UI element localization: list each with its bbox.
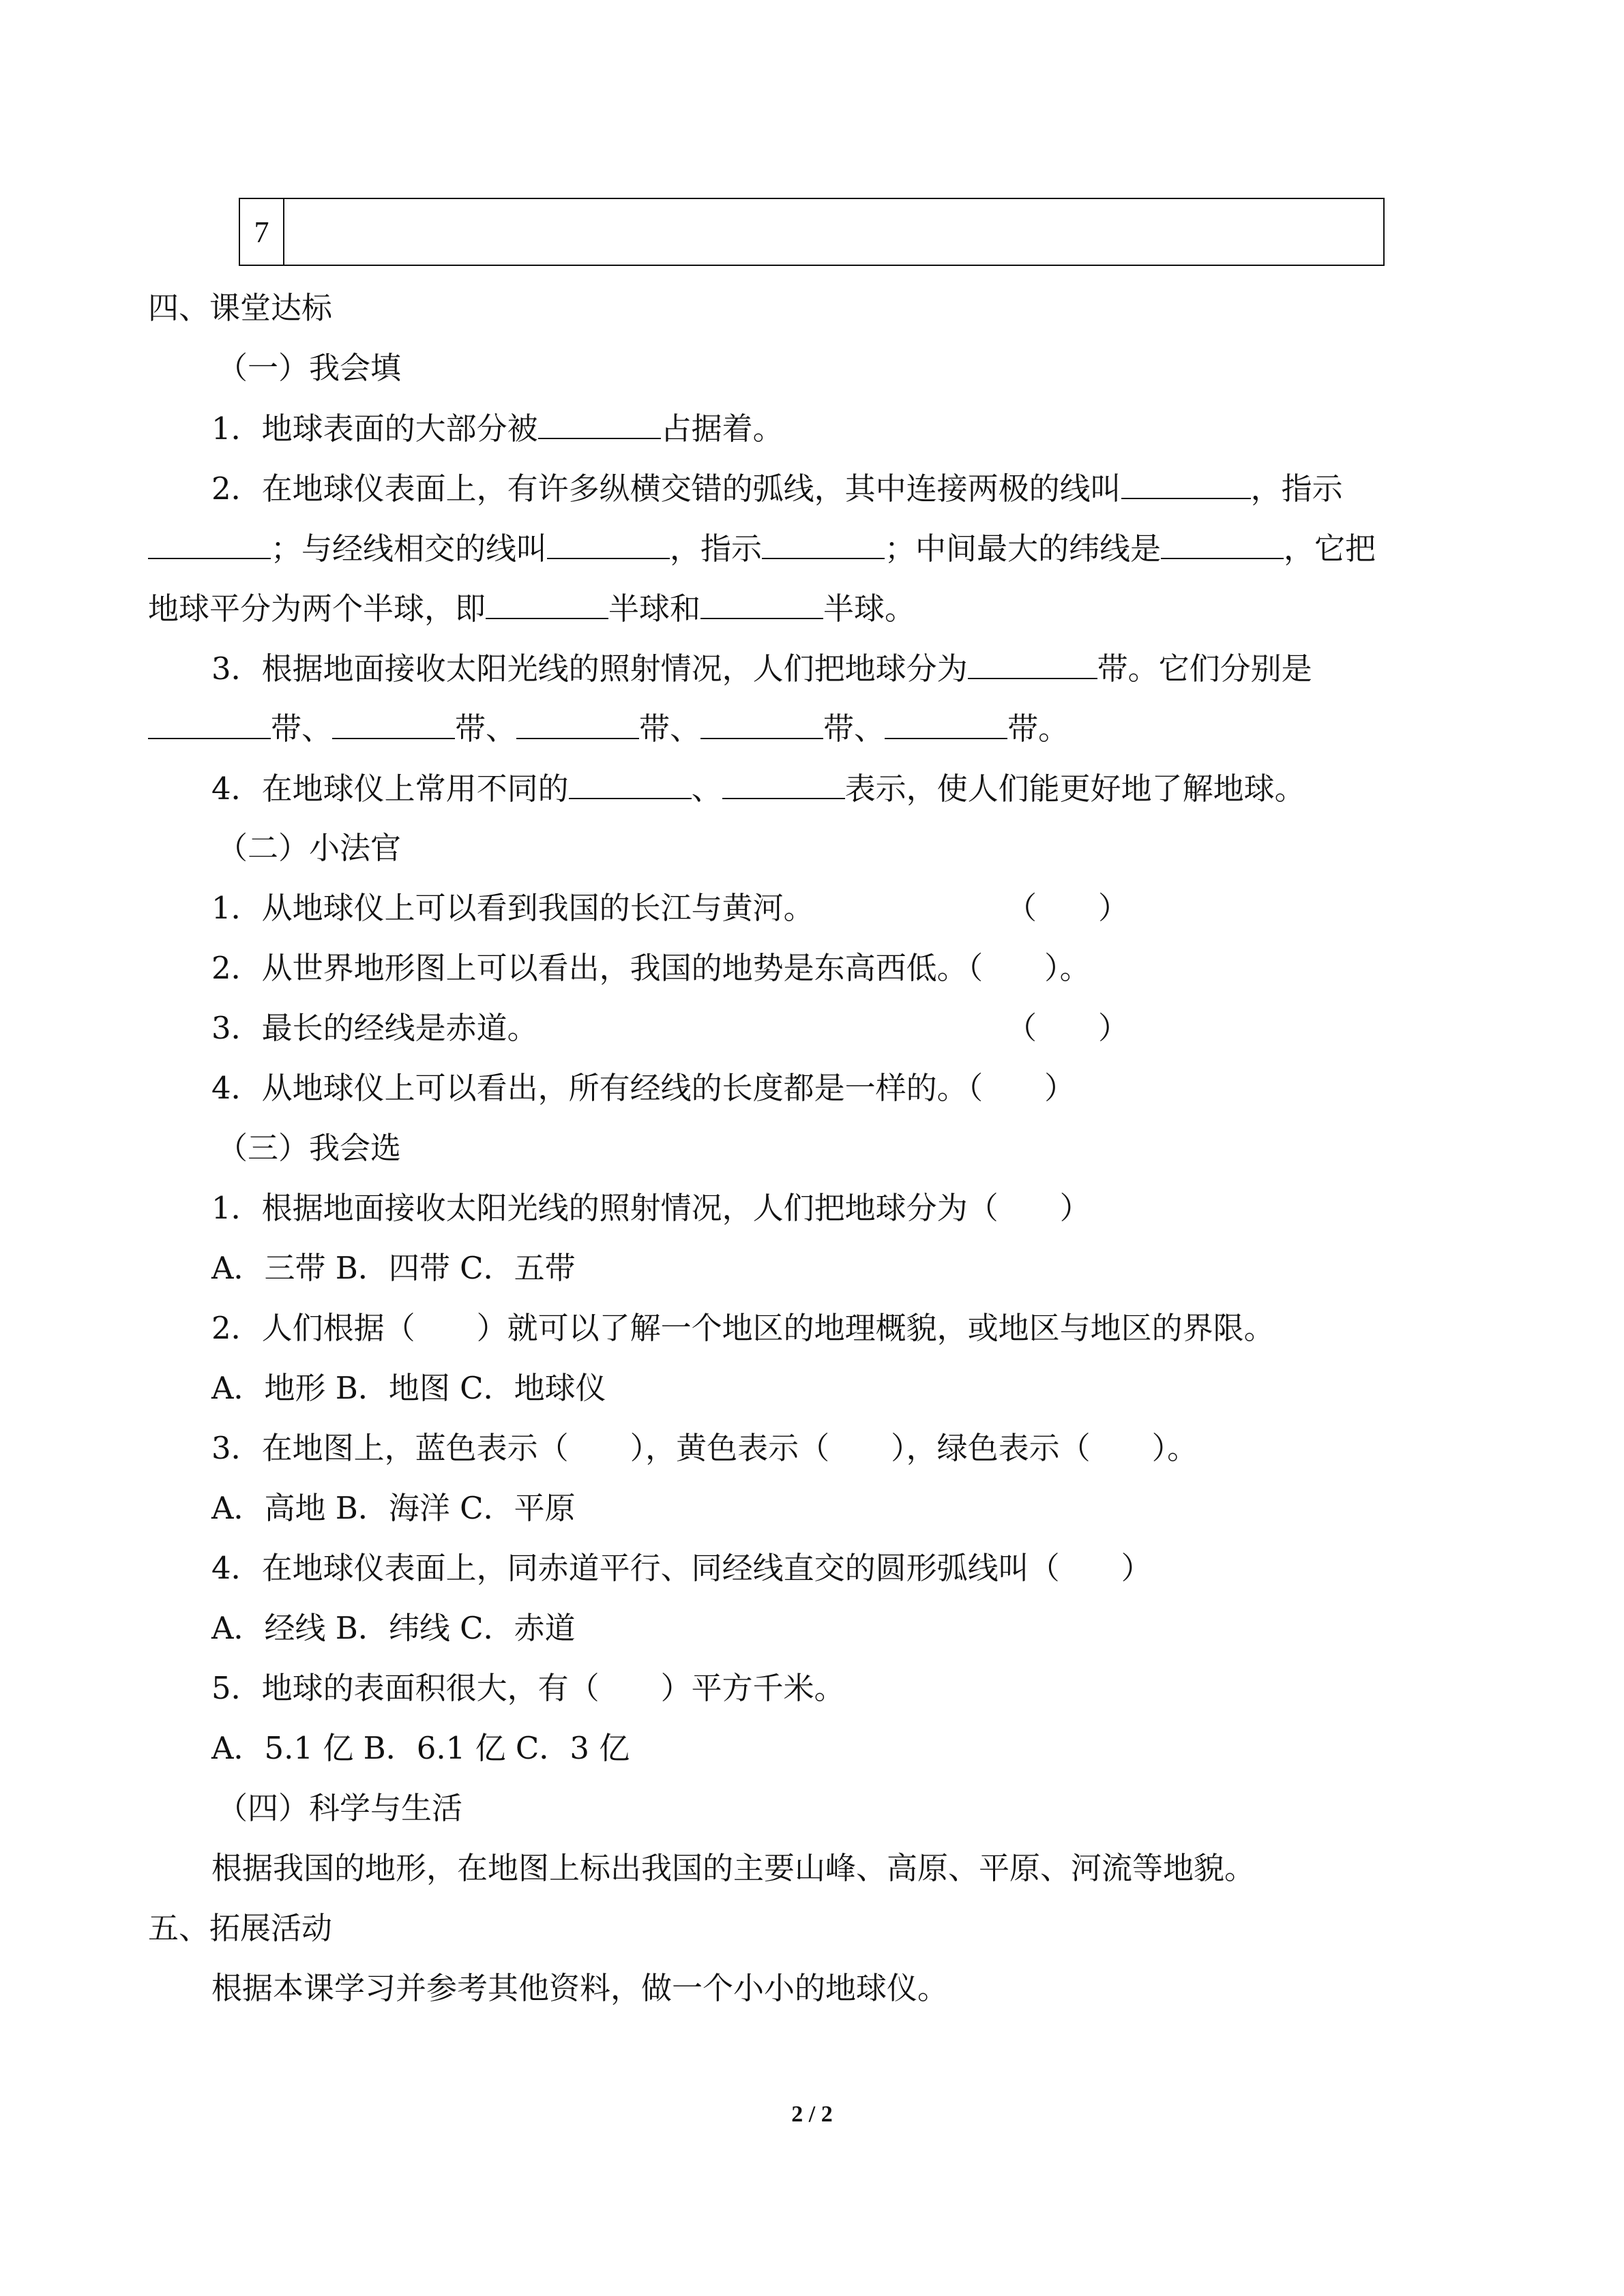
section-heading: 四、课堂达标 <box>148 290 333 326</box>
blank-line <box>700 708 823 739</box>
question-text: 4．在地球仪表面上，同赤道平行、同经线直交的圆形弧线叫（ ） <box>211 1550 1152 1586</box>
question-text: 2．人们根据（ ）就可以了解一个地区的地理概貌，或地区与地区的界限。 <box>211 1310 1275 1346</box>
question-text: 4．从地球仪上可以看出，所有经线的长度都是一样的。（ ） <box>211 1070 1076 1106</box>
paragraph-text: 根据我国的地形，在地图上标出我国的主要山峰、高原、平原、河流等地貌。 <box>211 1850 1256 1886</box>
blank-line <box>516 708 639 739</box>
blank-line <box>486 588 608 619</box>
blank-line <box>569 768 692 799</box>
subsection-heading: （四）科学与生活 <box>217 1790 463 1826</box>
answer-paren: （ ） <box>1006 890 1130 926</box>
subsection-heading: （一）我会填 <box>217 350 402 386</box>
answer-options: A．高地 B．海洋 C．平原 <box>211 1490 576 1526</box>
question-text: 5．地球的表面积很大，有（ ）平方千米。 <box>211 1670 845 1706</box>
blank-line <box>538 408 661 439</box>
blank-line <box>700 588 823 619</box>
question-text: 3．在地图上，蓝色表示（ ），黄色表示（ ），绿色表示（ ）。 <box>211 1430 1198 1466</box>
question-text: 1．地球表面的大部分被 占据着。 <box>211 408 784 449</box>
blank-line <box>885 708 1007 739</box>
blank-line <box>332 708 455 739</box>
question-text: 2．在地球仪表面上，有许多纵横交错的弧线，其中连接两极的线叫 ，指示 <box>211 468 1343 509</box>
question-text: 3．最长的经线是赤道。 <box>211 1010 538 1046</box>
question-text: 1．从地球仪上可以看到我国的长江与黄河。 <box>211 890 814 926</box>
blank-line <box>968 648 1097 679</box>
table-row <box>239 198 1385 266</box>
answer-options: A．5.1 亿 B．6.1 亿 C．3 亿 <box>211 1730 630 1766</box>
subsection-heading: （二）小法官 <box>217 830 402 866</box>
answer-paren: （ ） <box>1006 1010 1130 1046</box>
section-heading: 五、拓展活动 <box>148 1910 333 1946</box>
blank-line <box>1121 468 1251 499</box>
question-text: ；与经线相交的线叫 ，指示 ；中间最大的纬线是 ，它把 <box>148 528 1376 569</box>
blank-line <box>762 528 885 559</box>
blank-line <box>148 708 271 739</box>
blank-line <box>547 528 670 559</box>
page-number: 2 / 2 <box>791 2102 833 2127</box>
question-text: 1．根据地面接收太阳光线的照射情况，人们把地球分为（ ） <box>211 1190 1091 1226</box>
question-text: 带、 带、 带、 带、 带。 <box>148 708 1069 749</box>
blank-line <box>148 528 271 559</box>
paragraph-text: 根据本课学习并参考其他资料，做一个小小的地球仪。 <box>211 1970 949 2006</box>
question-text: 地球平分为两个半球，即 半球和 半球。 <box>148 588 915 629</box>
answer-options: A．地形 B．地图 C．地球仪 <box>211 1370 606 1406</box>
subsection-heading: （三）我会选 <box>217 1130 402 1166</box>
row-number: 7 <box>240 199 284 265</box>
question-text: 2．从世界地形图上可以看出，我国的地势是东高西低。（ ）。 <box>211 950 1091 986</box>
blank-line <box>1161 528 1284 559</box>
blank-line <box>722 768 845 799</box>
question-text: 4．在地球仪上常用不同的 、 表示，使人们能更好地了解地球。 <box>211 768 1305 809</box>
table-cell <box>284 199 1383 265</box>
answer-options: A．经线 B．纬线 C．赤道 <box>211 1610 576 1646</box>
question-text: 3．根据地面接收太阳光线的照射情况，人们把地球分为 带。它们分别是 <box>211 648 1312 689</box>
answer-options: A．三带 B．四带 C．五带 <box>211 1250 576 1286</box>
